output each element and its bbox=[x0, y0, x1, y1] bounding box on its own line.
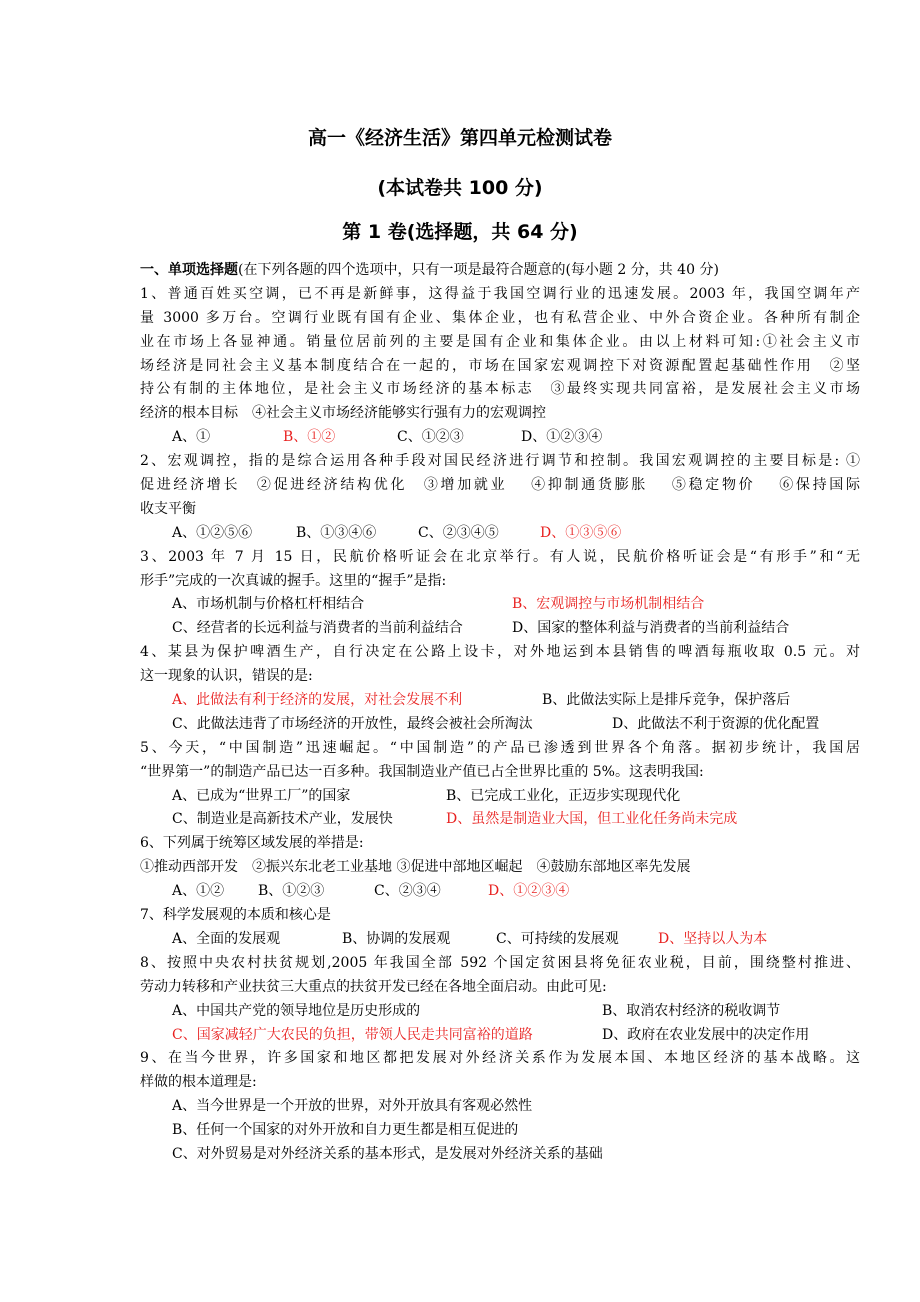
options-row bbox=[140, 880, 860, 904]
question-1 bbox=[140, 283, 860, 450]
options-row bbox=[140, 617, 860, 641]
question-line: ①推动西部开发 ②振兴东北老工业基地 ③促进中部地区崛起 ④鼓励东部地区率先发展 bbox=[140, 859, 691, 876]
question-line: 量 3000 多万台。空调行业既有国有企业、集体企业，也有私营企业、中外合资企业。各种所有制企 bbox=[140, 309, 860, 326]
options-row bbox=[140, 1024, 860, 1048]
option-d-answer: D、①③⑤⑥ bbox=[540, 524, 622, 541]
question-line: 8、按照中央农村扶贫规划,2005 年我国全部 592 个国定贫困县将免征农业税，目前，围绕整村推进、 bbox=[140, 954, 860, 971]
option-c: C、对外贸易是对外经济关系的基本形式，是发展对外经济关系的基础 bbox=[172, 1145, 603, 1162]
options-row bbox=[140, 808, 860, 832]
options-row bbox=[140, 785, 860, 809]
question-line: 9、在当今世界，许多国家和地区都把发展对外经济关系作为发展本国、本地区经济的基本战略。这 bbox=[140, 1050, 860, 1067]
question-line: 7、科学发展观的本质和核心是 bbox=[140, 907, 331, 924]
option-d: D、国家的整体利益与消费者的当前利益结合 bbox=[512, 620, 790, 637]
question-line: 场经济是同社会主义基本制度结合在一起的，市场在国家宏观调控下对资源配置起基础性作用 ②坚 bbox=[140, 357, 860, 374]
option-b: B、任何一个国家的对外开放和自力更生都是相互促进的 bbox=[172, 1122, 519, 1139]
question-7 bbox=[140, 904, 860, 952]
option-a: A、① bbox=[172, 429, 211, 446]
question-line: 样做的根本道理是: bbox=[140, 1074, 257, 1091]
exam-title: 高一《经济生活》第四单元检测试卷 bbox=[307, 127, 612, 149]
option-c: C、①②③ bbox=[397, 429, 464, 446]
option-a-answer: A、此做法有利于经济的发展，对社会发展不利 bbox=[172, 692, 463, 709]
option-c: C、制造业是高新技术产业，发展快 bbox=[172, 811, 393, 828]
question-line: 业在市场上各显神通。销量位居前列的主要是国有企业和集体企业。由以上材料可知:①社会主义市 bbox=[140, 333, 860, 350]
question-2 bbox=[140, 450, 860, 546]
option-b: B、①②③ bbox=[258, 883, 325, 900]
option-b: B、①③④⑥ bbox=[296, 524, 377, 541]
question-line: 6、下列属于统筹区域发展的举措是: bbox=[140, 835, 364, 852]
option-c: C、可持续的发展观 bbox=[496, 930, 619, 947]
option-b: B、取消农村经济的税收调节 bbox=[602, 1002, 781, 1019]
option-d-answer: D、坚持以人为本 bbox=[658, 930, 768, 947]
question-line: 2、宏观调控，指的是综合运用各种手段对国民经济进行调节和控制。我国宏观调控的主要目标是: ① bbox=[140, 453, 860, 470]
option-b: B、此做法实际上是排斥竞争，保护落后 bbox=[542, 692, 791, 709]
options-row bbox=[140, 928, 860, 952]
question-line: 5、今天，“中国制造”迅速崛起。“中国制造”的产品已渗透到世界各个角落。据初步统计，我国居 bbox=[140, 739, 860, 756]
section-heading bbox=[140, 259, 860, 283]
option-a: A、已成为“世界工厂”的国家 bbox=[172, 787, 351, 804]
question-8 bbox=[140, 952, 860, 1048]
question-line: 持公有制的主体地位，是社会主义市场经济的基本标志 ③最终实现共同富裕，是发展社会主义市场 bbox=[140, 381, 860, 398]
option-a: A、①②⑤⑥ bbox=[172, 524, 253, 541]
options-row bbox=[140, 689, 860, 713]
question-line: 3、2003 年 7 月 15 日，民航价格听证会在北京举行。有人说，民航价格听证会是“有形手”和“无 bbox=[140, 548, 860, 565]
option-d-answer: D、虽然是制造业大国，但工业化任务尚未完成 bbox=[446, 811, 738, 828]
part-title: 第 1 卷(选择题，共 64 分) bbox=[342, 221, 578, 243]
options-row bbox=[140, 426, 860, 450]
option-d: D、①②③④ bbox=[521, 429, 603, 446]
question-line: 收支平衡 bbox=[140, 500, 196, 517]
options-row bbox=[140, 1000, 860, 1024]
option-b-answer: B、①② bbox=[283, 429, 336, 446]
option-c: C、经营者的长远利益与消费者的当前利益结合 bbox=[172, 620, 463, 637]
question-line: 1、普通百姓买空调，已不再是新鲜事，这得益于我国空调行业的迅速发展。2003 年，我国空调年产 bbox=[140, 285, 860, 302]
option-b: B、已完成工业化，正迈步实现现代化 bbox=[446, 787, 681, 804]
option-a: A、全面的发展观 bbox=[172, 930, 281, 947]
options-row bbox=[140, 713, 860, 737]
option-d: D、政府在农业发展中的决定作用 bbox=[602, 1026, 810, 1043]
question-line: 4、某县为保护啤酒生产，自行决定在公路上设卡，对外地运到本县销售的啤酒每瓶收取 0.5 元。对 bbox=[140, 644, 860, 661]
question-3 bbox=[140, 546, 860, 642]
question-line: 劳动力转移和产业扶贫三大重点的扶贫开发已经在各地全面启动。由此可见: bbox=[140, 978, 607, 995]
question-line: “世界第一”的制造产品已达一百多种。我国制造业产值已占全世界比重的 5%。这表明我国: bbox=[140, 763, 704, 780]
option-d-answer: D、①②③④ bbox=[488, 883, 570, 900]
options-row bbox=[140, 522, 860, 546]
question-line: 经济的根本目标 ④社会主义市场经济能够实行强有力的宏观调控 bbox=[140, 405, 546, 422]
section-instruction: (在下列各题的四个选项中，只有一项是最符合题意的(每小题 2 分，共 40 分) bbox=[238, 262, 719, 278]
option-b: B、协调的发展观 bbox=[342, 930, 451, 947]
option-c: C、此做法违背了市场经济的开放性，最终会被社会所淘汰 bbox=[172, 715, 533, 732]
option-a: A、中国共产党的领导地位是历史形成的 bbox=[172, 1002, 421, 1019]
option-c-answer: C、国家减轻广大农民的负担，带领人民走共同富裕的道路 bbox=[172, 1026, 533, 1043]
option-b-answer: B、宏观调控与市场机制相结合 bbox=[512, 596, 705, 613]
section-label: 一、单项选择题 bbox=[140, 262, 238, 278]
question-line: 这一现象的认识，错误的是: bbox=[140, 668, 313, 685]
question-5 bbox=[140, 737, 860, 833]
exam-subtitle: (本试卷共 100 分) bbox=[377, 177, 543, 199]
options-row bbox=[140, 593, 860, 617]
option-a: A、市场机制与价格杠杆相结合 bbox=[172, 596, 365, 613]
option-c: C、②③④ bbox=[374, 883, 441, 900]
question-4 bbox=[140, 641, 860, 737]
option-a: A、当今世界是一个开放的世界，对外开放具有客观必然性 bbox=[172, 1098, 533, 1115]
option-a: A、①② bbox=[172, 883, 225, 900]
option-c: C、②③④⑤ bbox=[418, 524, 499, 541]
exam-body bbox=[140, 259, 860, 1167]
question-line: 形手”完成的一次真诚的握手。这里的“握手”是指: bbox=[140, 572, 447, 589]
question-9 bbox=[140, 1047, 860, 1166]
option-d: D、此做法不利于资源的优化配置 bbox=[612, 715, 820, 732]
question-6 bbox=[140, 832, 860, 904]
question-line: 促进经济增长 ②促进经济结构优化 ③增加就业 ④抑制通货膨胀 ⑤稳定物价 ⑥保持国际 bbox=[140, 477, 860, 494]
